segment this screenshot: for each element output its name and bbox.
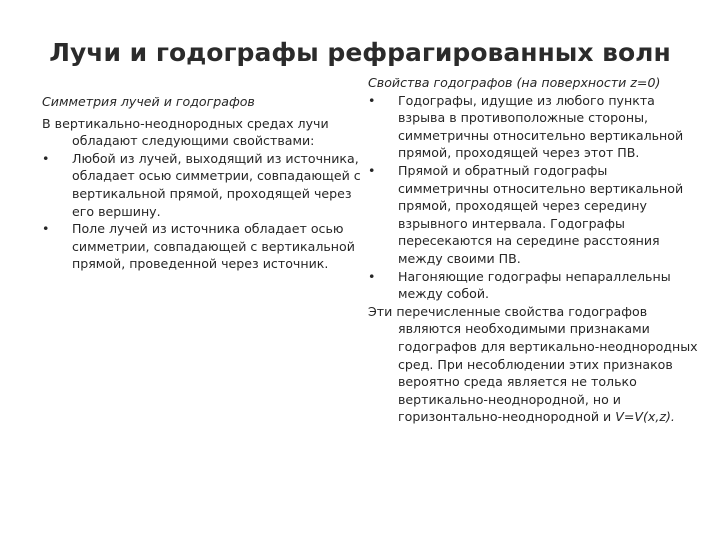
velocity-formula: V=V(x,z). [615, 409, 675, 425]
left-intro: В вертикально-неоднородных средах лучи обладают следующими свойствами: [42, 115, 329, 149]
slide-title: Лучи и годографы рефрагированных волн [49, 38, 671, 67]
right-bullet-text: Нагоняющие годографы непараллельны между собой. [398, 268, 671, 302]
right-bullet-text: Прямой и обратный годографы симметричны относительно вертикальной прямой, проходящей через середину взрывного интервала. Годографы пересекаются на середине расстояния между своими ПВ. [398, 162, 684, 266]
bullet-icon: • [42, 221, 50, 237]
right-bullet [368, 92, 698, 162]
left-bullet-text: Поле лучей из источника обладает осью симметрии, совпадающей с вертикальной прямой, проведенной через источник. [72, 221, 355, 272]
right-heading: Свойства годографов (на поверхности z=0) [368, 75, 661, 90]
right-bullet-text: Годографы, идущие из любого пункта взрыва в противоположные стороны, симметричны относительно вертикальной прямой, проходящей через этот ПВ. [398, 92, 684, 161]
conclusion-text: Эти перечисленные свойства годографов являются необходимыми признаками годографов для вертикально-неоднородных сред. При несоблюдении этих признаков вероятно среда является не только вертикально-неоднородной, но и горизонтально-неоднородной и [368, 303, 698, 425]
right-bullet [368, 268, 698, 303]
right-conclusion [368, 303, 698, 426]
bullet-icon: • [368, 268, 376, 284]
left-column [42, 93, 362, 273]
right-bullet [368, 162, 698, 268]
bullet-icon: • [42, 150, 50, 166]
bullet-icon: • [368, 92, 376, 108]
bullet-icon: • [368, 162, 376, 178]
right-column [368, 74, 698, 426]
left-bullet [42, 220, 362, 273]
left-bullet [42, 150, 362, 220]
left-bullet-text: Любой из лучей, выходящий из источника, обладает осью симметрии, совпадающей с вертикальной прямой, проходящей через его вершину. [72, 150, 361, 219]
left-heading: Симметрия лучей и годографов [42, 94, 255, 109]
